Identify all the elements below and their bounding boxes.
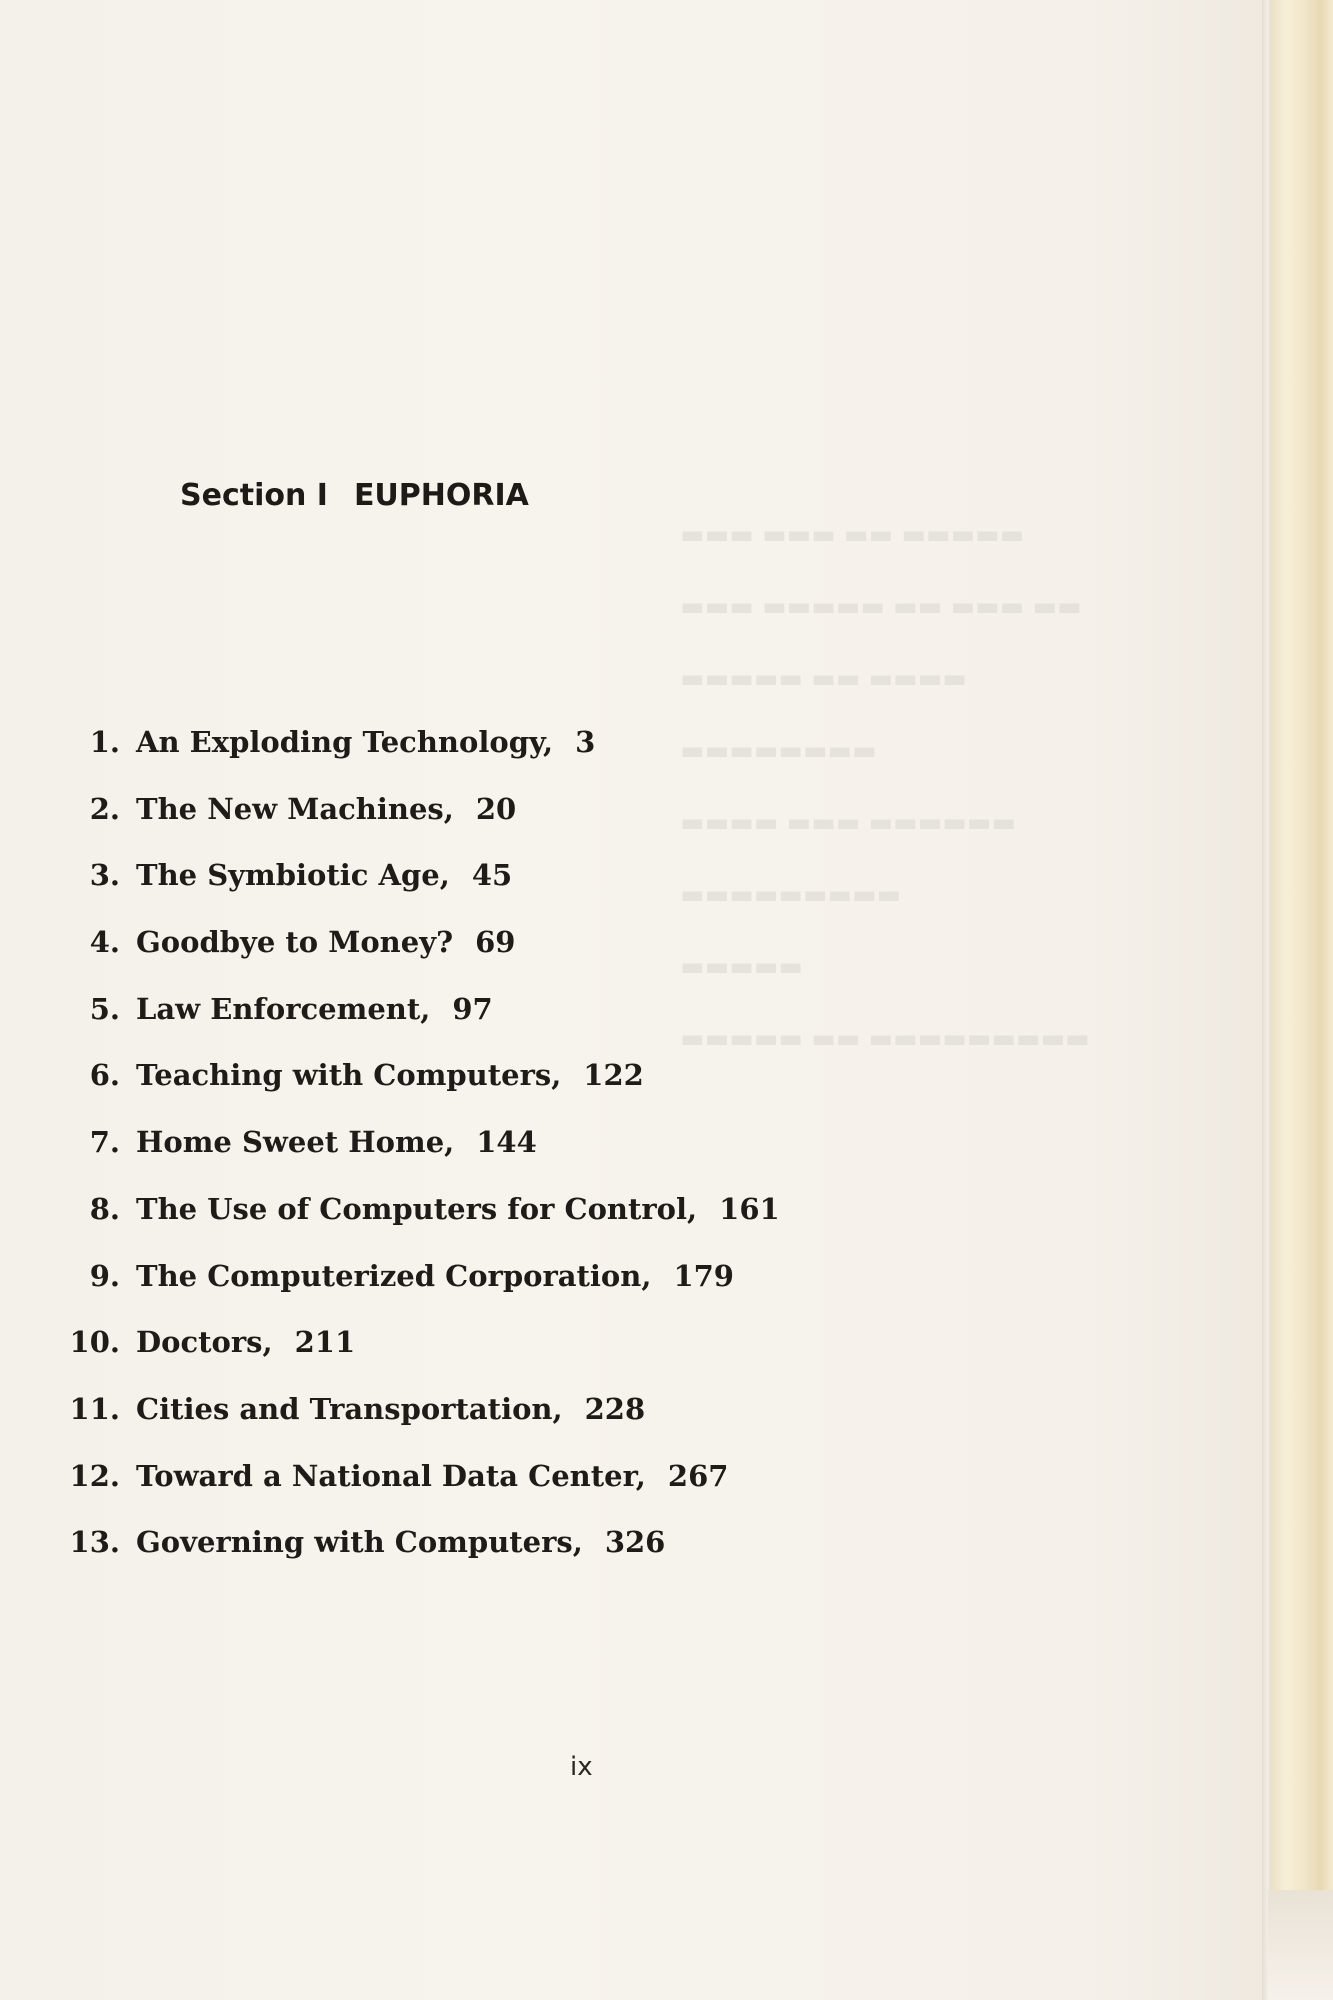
- toc-entry-title: Teaching with Computers,: [136, 1058, 562, 1093]
- toc-entry: [60, 925, 960, 992]
- toc-entry-page: 228: [584, 1391, 646, 1426]
- toc-entry: [60, 1392, 960, 1459]
- toc-entry-page: 20: [475, 791, 517, 826]
- toc-entry-number: 6.: [89, 1058, 120, 1093]
- toc-entry-page: 267: [667, 1458, 729, 1493]
- page-number: ix: [570, 1752, 593, 1782]
- toc-entry: [60, 1525, 960, 1592]
- toc-entry-page: 179: [673, 1258, 734, 1293]
- toc-entry: [60, 1192, 960, 1259]
- toc-entry-number: 3.: [89, 858, 120, 893]
- toc-entry-title: Toward a National Data Center,: [136, 1458, 646, 1493]
- toc-entry-title: An Exploding Technology,: [136, 725, 554, 759]
- toc-entry-number: 2.: [89, 791, 120, 826]
- book-spine: [1270, 0, 1333, 1890]
- toc-entry-number: 8.: [89, 1191, 120, 1226]
- toc-entry-title: Goodbye to Money?: [136, 925, 454, 960]
- toc-entry-number: 13.: [69, 1525, 120, 1560]
- toc-entry-title: Governing with Computers,: [136, 1525, 583, 1560]
- spine-shadow: [1268, 1890, 1333, 2000]
- toc-entry-title: The Computerized Corporation,: [136, 1258, 652, 1293]
- toc-entry-title: The New Machines,: [136, 791, 454, 826]
- toc-entry: [60, 1325, 960, 1392]
- toc-entry: [60, 1058, 960, 1125]
- toc-entry-page: 144: [476, 1125, 537, 1160]
- toc-entry-page: 3: [575, 725, 596, 759]
- toc-entry: [60, 1459, 960, 1526]
- toc-entry: [60, 1125, 960, 1192]
- toc-entry-number: 10.: [69, 1325, 120, 1360]
- toc-entry-page: 161: [719, 1191, 780, 1226]
- toc-entry-number: 12.: [69, 1458, 120, 1493]
- toc-entry: [60, 858, 960, 925]
- toc-entry: [60, 792, 960, 859]
- toc-entry-page: 69: [475, 925, 516, 960]
- toc-entry-title: Cities and Transportation,: [136, 1391, 563, 1426]
- section-title: EUPHORIA: [353, 478, 529, 513]
- toc-entry: [60, 725, 960, 792]
- toc-entry: [60, 1259, 960, 1326]
- toc-entry-number: 1.: [89, 725, 120, 759]
- toc-entry-number: 5.: [89, 991, 120, 1026]
- toc-entry: [60, 992, 960, 1059]
- toc-entry-page: 122: [583, 1058, 644, 1093]
- table-of-contents: [60, 725, 960, 1592]
- toc-entry-title: Doctors,: [136, 1325, 273, 1360]
- toc-entry-title: The Symbiotic Age,: [136, 858, 450, 893]
- toc-entry-title: Law Enforcement,: [136, 991, 431, 1026]
- toc-entry-title: Home Sweet Home,: [136, 1125, 455, 1160]
- toc-entry-page: 97: [452, 991, 493, 1026]
- toc-entry-page: 45: [471, 858, 513, 893]
- toc-entry-number: 9.: [89, 1258, 120, 1293]
- section-heading: [180, 478, 529, 513]
- toc-entry-number: 7.: [89, 1125, 120, 1160]
- toc-entry-number: 11.: [69, 1391, 120, 1426]
- section-label: Section I: [180, 478, 328, 513]
- toc-entry-title: The Use of Computers for Control,: [136, 1191, 698, 1226]
- toc-entry-number: 4.: [89, 925, 120, 960]
- toc-entry-page: 211: [294, 1325, 356, 1360]
- toc-entry-page: 326: [604, 1525, 666, 1560]
